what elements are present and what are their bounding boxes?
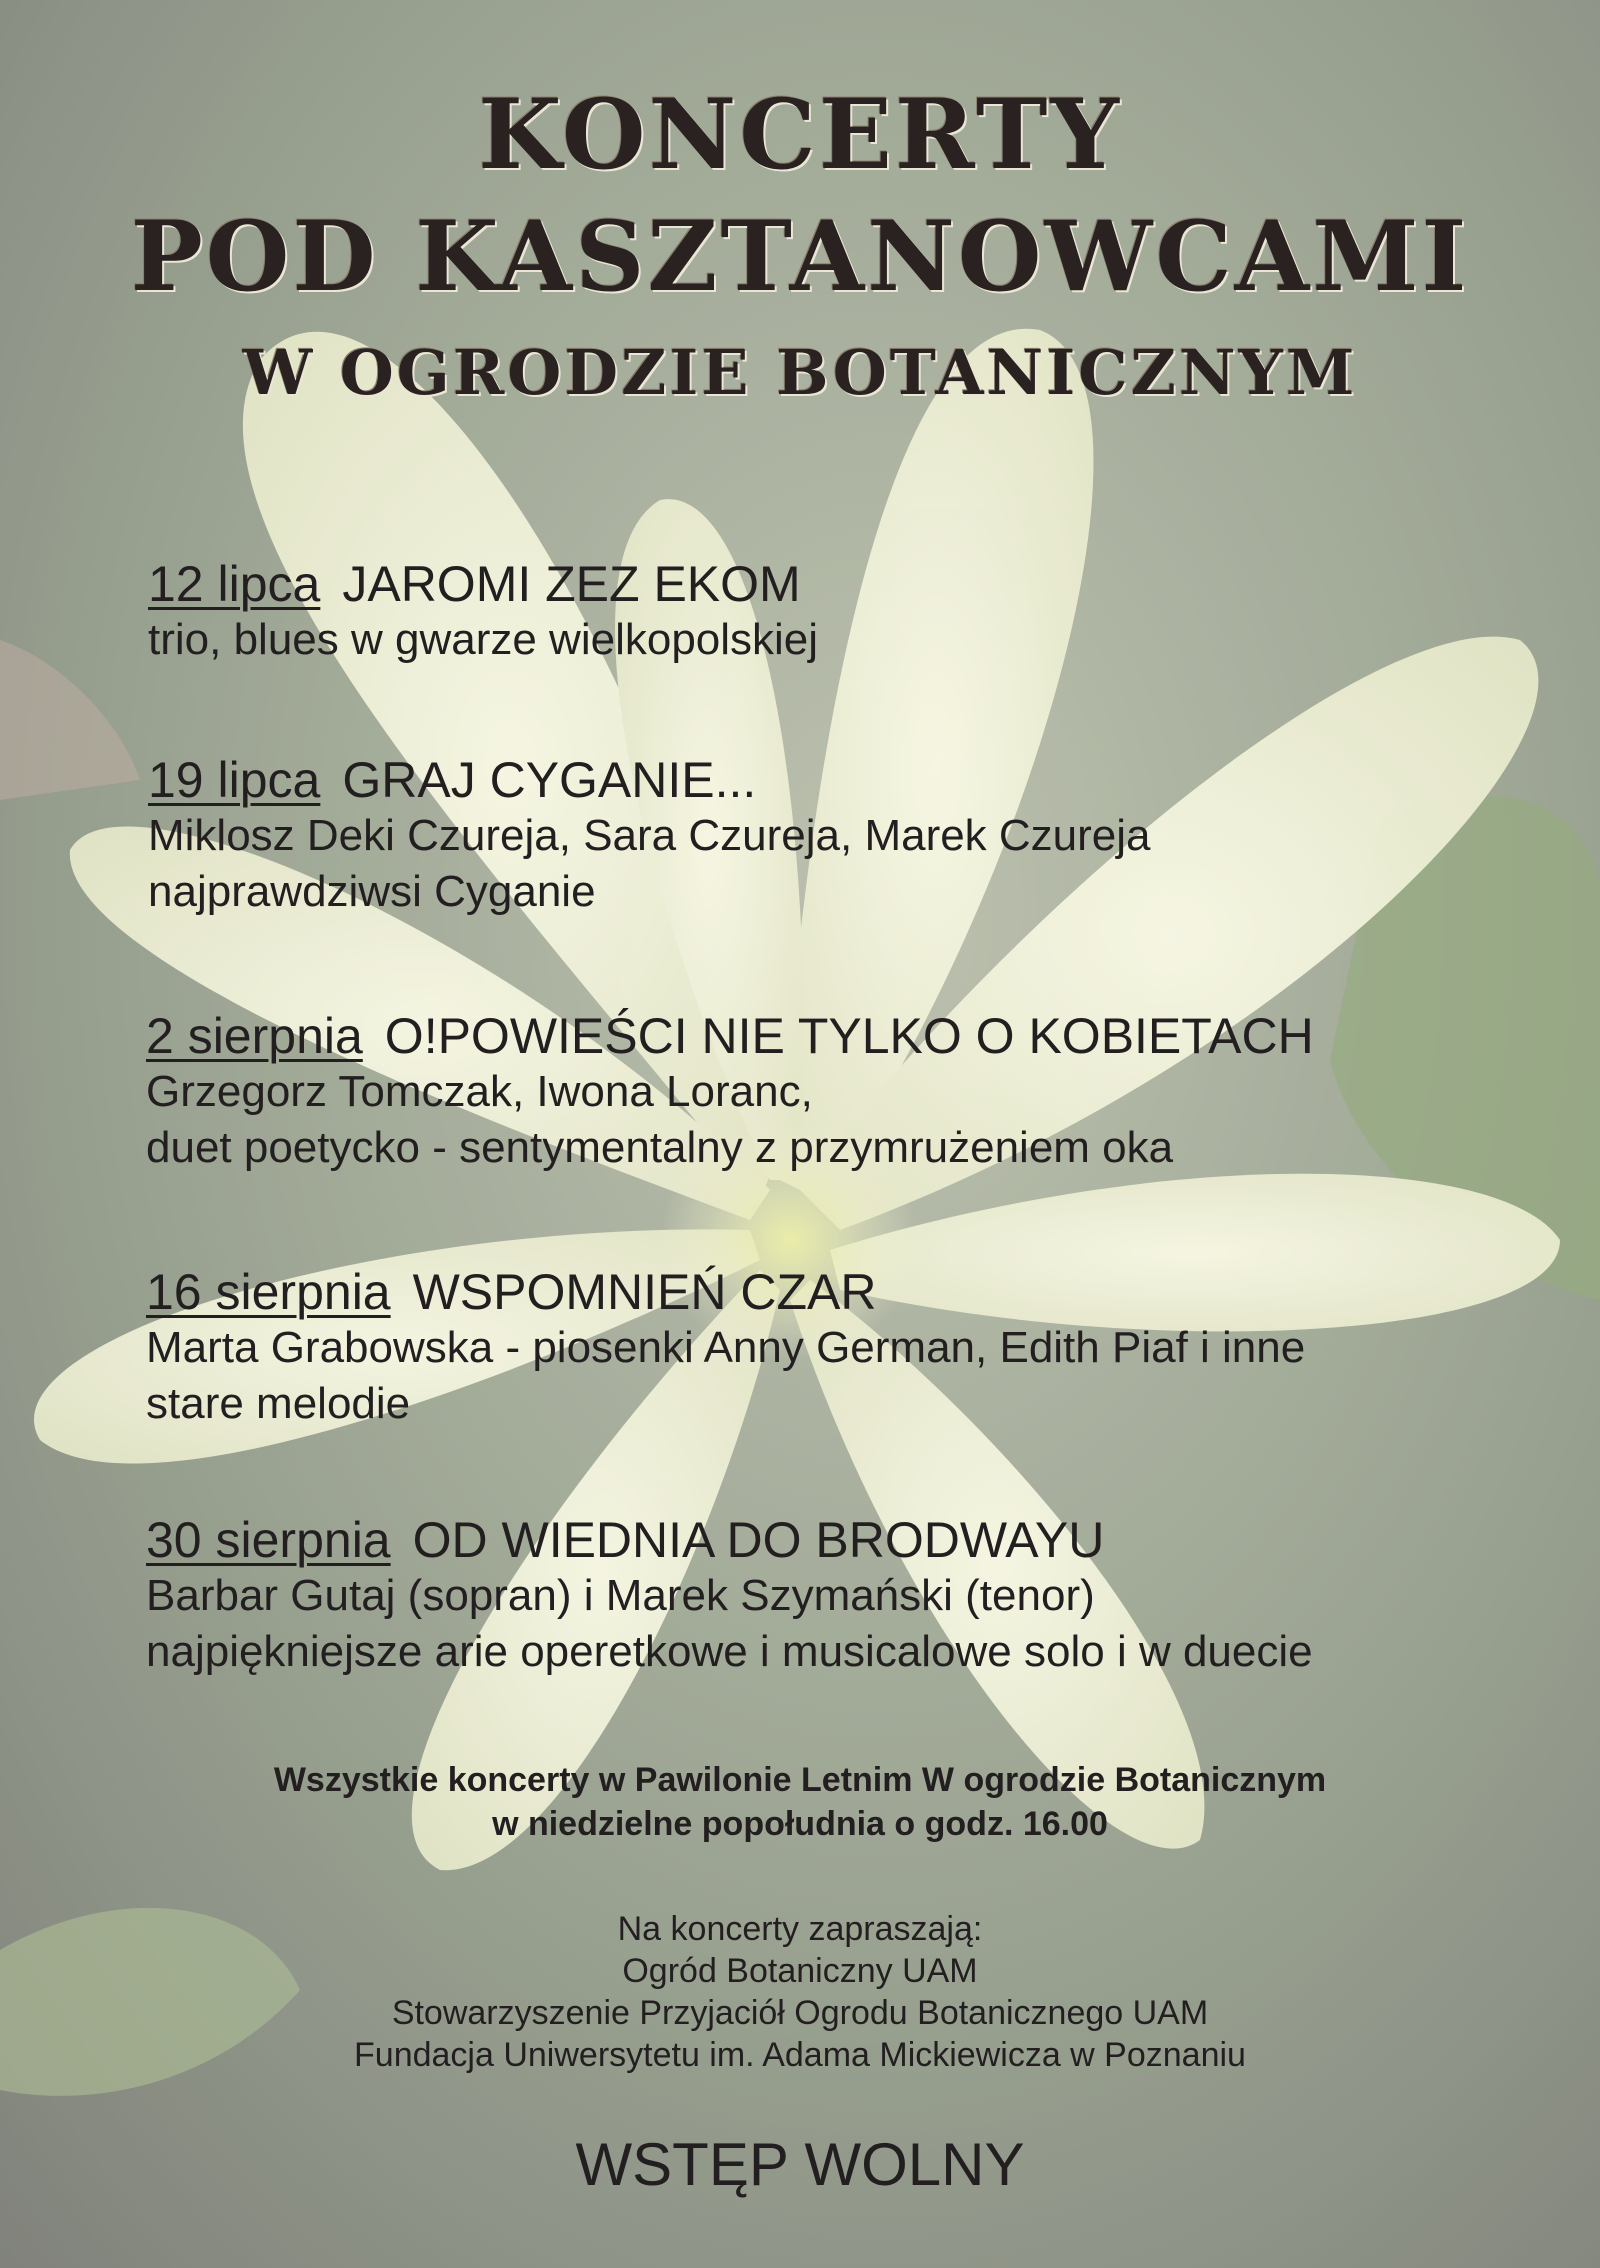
organizer: Stowarzyszenie Przyjaciół Ogrodu Botanicznego UAM: [391, 1994, 1209, 2032]
organizer: Fundacja Uniwersytetu im. Adama Mickiewicza w Poznaniu: [354, 2036, 1246, 2074]
title-line-1: KONCERTY: [478, 78, 1122, 191]
event-detail: duet poetycko - sentymentalny z przymrużeniem oka: [146, 1123, 1174, 1172]
event-detail: Grzegorz Tomczak, Iwona Loranc,: [146, 1067, 813, 1116]
event-detail: Miklosz Deki Czureja, Sara Czureja, Marek Czureja: [148, 811, 1151, 860]
event-date: 30 sierpnia: [146, 1512, 391, 1568]
event-item: [146, 1512, 1313, 1680]
venue-info: [0, 1758, 1600, 1846]
event-date: 16 sierpnia: [146, 1264, 391, 1320]
event-detail: najprawdziwsi Cyganie: [148, 867, 596, 916]
event-detail: stare melodie: [146, 1379, 411, 1428]
event-name: JAROMI ZEZ EKOM: [342, 556, 801, 612]
event-name: O!POWIEŚCI NIE TYLKO O KOBIETACH: [384, 1008, 1314, 1064]
admission-free: WSTĘP WOLNY: [575, 2131, 1025, 2198]
event-detail: najpiękniejsze arie operetkowe i musicalowe solo i w duecie: [146, 1627, 1313, 1676]
event-date: 12 lipca: [148, 556, 321, 612]
venue-line: Wszystkie koncerty w Pawilonie Letnim W ogrodzie Botanicznym: [273, 1761, 1327, 1799]
event-name: WSPOMNIEŃ CZAR: [412, 1264, 877, 1320]
event-name: OD WIEDNIA DO BRODWAYU: [412, 1512, 1105, 1568]
event-item: [148, 752, 1151, 920]
event-detail: Barbar Gutaj (sopran) i Marek Szymański (tenor): [146, 1571, 1095, 1620]
title-line-2: POD KASZTANOWCAMI: [130, 200, 1470, 313]
event-detail: Marta Grabowska - piosenki Anny German, Edith Piaf i inne: [146, 1323, 1306, 1372]
event-item: [146, 1264, 1305, 1432]
event-date: 19 lipca: [148, 752, 321, 808]
invite-heading: Na koncerty zapraszają:: [617, 1910, 983, 1948]
title-line-3: W OGRODZIE BOTANICZNYM: [242, 336, 1358, 409]
event-item: [148, 556, 818, 668]
event-name: GRAJ CYGANIE...: [342, 752, 757, 808]
organizers: [0, 1908, 1600, 2076]
time-line: w niedzielne popołudnia o godz. 16.00: [492, 1805, 1108, 1843]
organizer: Ogród Botaniczny UAM: [622, 1952, 978, 1990]
event-date: 2 sierpnia: [146, 1008, 363, 1064]
event-item: [146, 1008, 1314, 1176]
event-detail: trio, blues w gwarze wielkopolskiej: [148, 615, 819, 664]
